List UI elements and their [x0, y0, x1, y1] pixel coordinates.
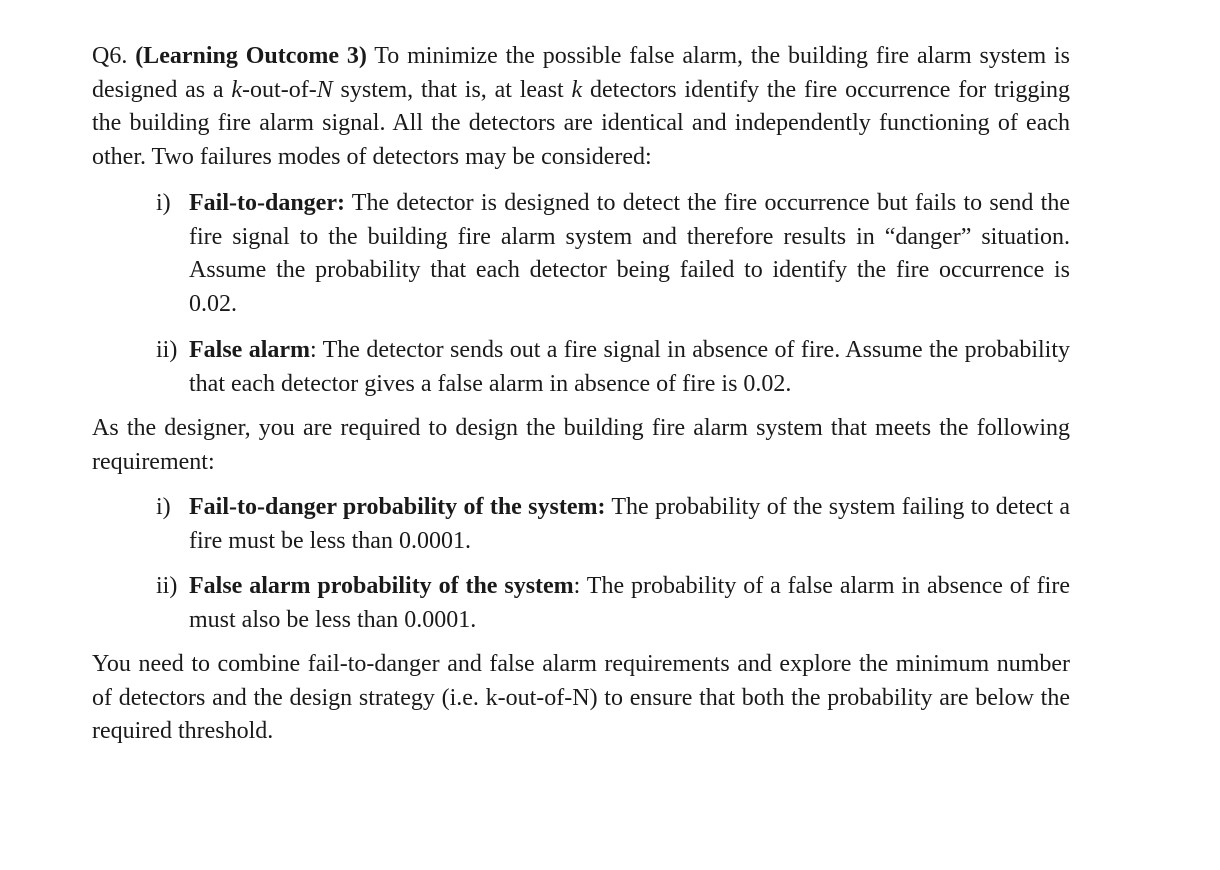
question-number: Q6. [92, 43, 128, 69]
requirement-item [92, 570, 1070, 637]
list-number: ii) [156, 337, 178, 363]
question-intro [92, 40, 1070, 174]
requirement-title: False alarm probability of the system [189, 573, 574, 599]
failure-modes-list [92, 187, 1070, 401]
failure-mode-text: : The detector sends out a fire signal in absence of fire. Assume the probability that each detector gives a false alarm in absence of fire is 0.02. [189, 337, 1070, 397]
requirement-text: : The probability of a false alarm in absence of fire must also be less than 0.0001. [189, 573, 1070, 633]
failure-mode-title: False alarm [189, 337, 311, 363]
list-number: i) [156, 494, 171, 520]
requirement-item [92, 491, 1070, 558]
failure-mode-item [92, 334, 1070, 401]
requirement-text: The probability of the system failing to detect a fire must be less than 0.0001. [189, 494, 1070, 554]
closing-paragraph: You need to combine fail-to-danger and false alarm requirements and explore the minimum number of detectors and the design strategy (i.e. k-out-of-N) to ensure that both the probability are below the required threshold. [92, 651, 1070, 744]
k-variable: k [231, 76, 243, 103]
list-number: ii) [156, 573, 178, 599]
failure-mode-title: Fail-to-danger: [189, 190, 345, 216]
intro-part-b: system, that is, at least [332, 76, 572, 103]
list-number: i) [156, 190, 171, 216]
requirements-list [92, 491, 1070, 637]
failure-mode-text: The detector is designed to detect the fire occurrence but fails to send the fire signal to the building fire alarm system and therefore results in “danger” situation. Assume the probability that each detector being failed to identify the fire occurrence is 0.02. [189, 190, 1070, 317]
requirement-title: Fail-to-danger probability of the system: [189, 494, 606, 520]
question-document [92, 40, 1070, 749]
out-of-text: -out-of- [242, 76, 317, 103]
k-variable-2: k [571, 76, 583, 103]
intro-part-a: To minimize the possible false alarm, the building fire alarm system is designed as a [92, 43, 1071, 103]
failure-mode-item [92, 187, 1070, 321]
designer-paragraph: As the designer, you are required to design the building fire alarm system that meets the following requirement: [92, 415, 1070, 475]
intro-part-c: detectors identify the fire occurrence for trigging the building fire alarm signal. All the detectors are identical and independently functioning of each other. Two failures modes of detectors may be considered: [92, 76, 1070, 170]
learning-outcome-label: (Learning Outcome 3) [135, 43, 367, 69]
n-variable: N [316, 76, 333, 103]
